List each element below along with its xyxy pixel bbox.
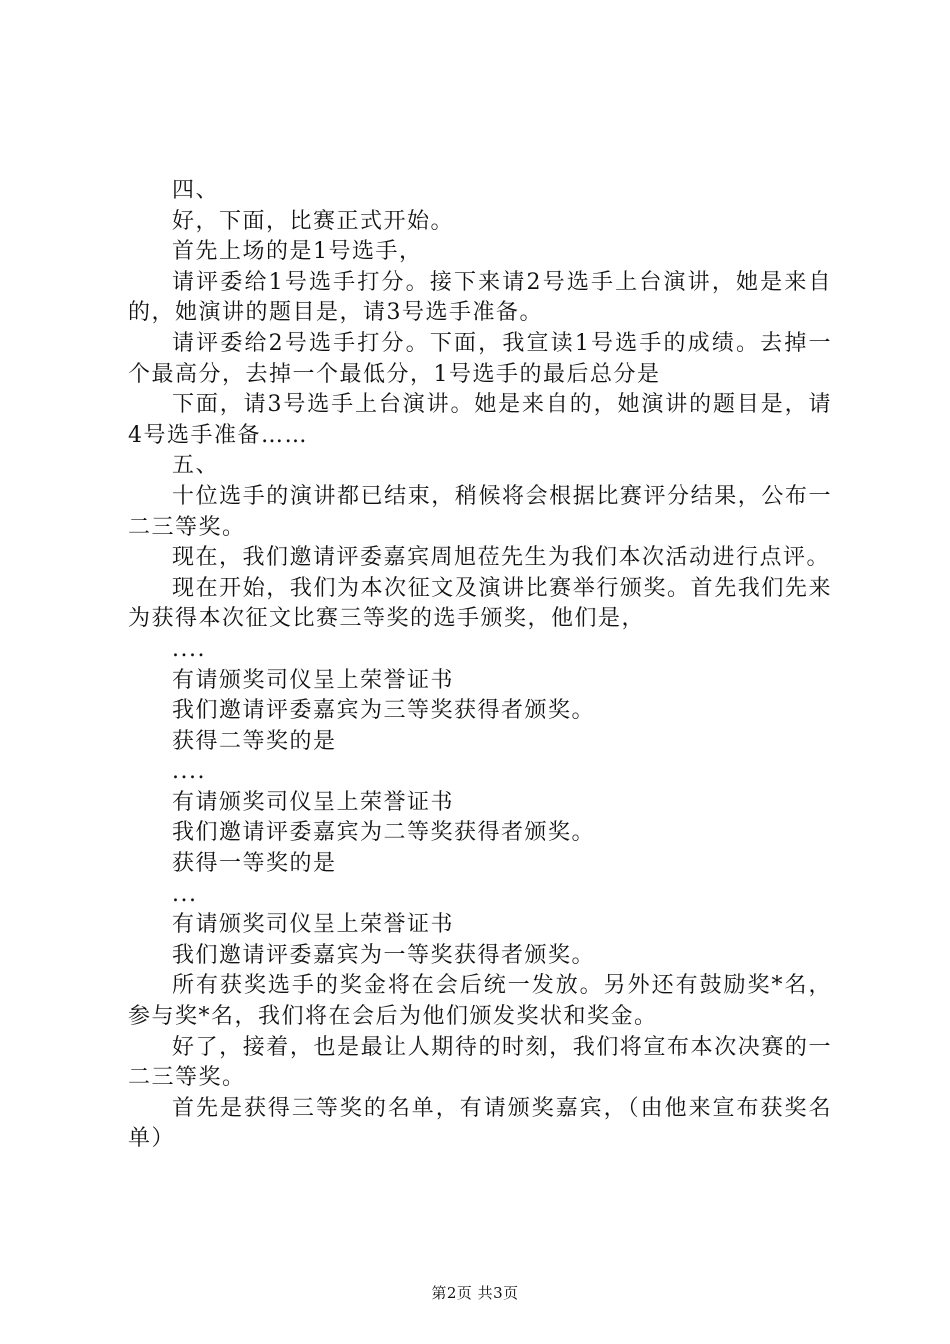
paragraph: 有请颁奖司仪呈上荣誉证书: [172, 912, 455, 938]
ellipsis-line: ....: [172, 759, 206, 785]
paragraph: 好了，接着，也是最让人期待的时刻，我们将宣布本次决赛的一二三等奖。: [128, 1034, 832, 1091]
paragraph: 首先上场的是1号选手，: [172, 239, 423, 265]
paragraph: 十位选手的演讲都已结束，稍候将会根据比赛评分结果，公布一二三等奖。: [128, 483, 832, 540]
paragraph: 我们邀请评委嘉宾为三等奖获得者颁奖。: [172, 698, 596, 724]
paragraph: 现在开始，我们为本次征文及演讲比赛举行颁奖。首先我们先来为获得本次征文比赛三等奖的选手颁奖，他们是，: [128, 575, 832, 632]
paragraph: 下面，请3号选手上台演讲。她是来自的，她演讲的题目是，请4号选手准备……: [128, 392, 832, 448]
paragraph: 我们邀请评委嘉宾为一等奖获得者颁奖。: [172, 942, 596, 968]
paragraph: 好，下面，比赛正式开始。: [172, 208, 455, 234]
ellipsis-line: ....: [172, 636, 206, 662]
document-body: [128, 176, 832, 1155]
paragraph: 所有获奖选手的奖金将在会后统一发放。另外还有鼓励奖*名，参与奖*名，我们将在会后为他们颁发奖状和奖金。: [128, 973, 832, 1030]
paragraph: 首先是获得三等奖的名单，有请颁奖嘉宾，（由他来宣布获奖名单）: [128, 1095, 832, 1152]
paragraph: 请评委给1号选手打分。接下来请2号选手上台演讲，她是来自的，她演讲的题目是，请3号选手准备。: [128, 269, 832, 326]
page-number-footer: 第2页 共3页: [431, 1284, 519, 1302]
paragraph: 获得二等奖的是: [172, 728, 337, 754]
paragraph: 我们邀请评委嘉宾为二等奖获得者颁奖。: [172, 820, 596, 846]
paragraph: 有请颁奖司仪呈上荣誉证书: [172, 789, 455, 815]
paragraph: 获得一等奖的是: [172, 851, 337, 877]
paragraph: 请评委给2号选手打分。下面，我宣读1号选手的成绩。去掉一个最高分，去掉一个最低分，1号选手的最后总分是: [128, 330, 832, 387]
paragraph: 现在，我们邀请评委嘉宾周旭莅先生为我们本次活动进行点评。: [172, 545, 831, 571]
paragraph-section-four-heading: 四、: [172, 178, 220, 203]
ellipsis-line: ...: [172, 881, 198, 907]
paragraph-section-five-heading: 五、: [172, 453, 220, 479]
paragraph: 有请颁奖司仪呈上荣誉证书: [172, 667, 455, 693]
